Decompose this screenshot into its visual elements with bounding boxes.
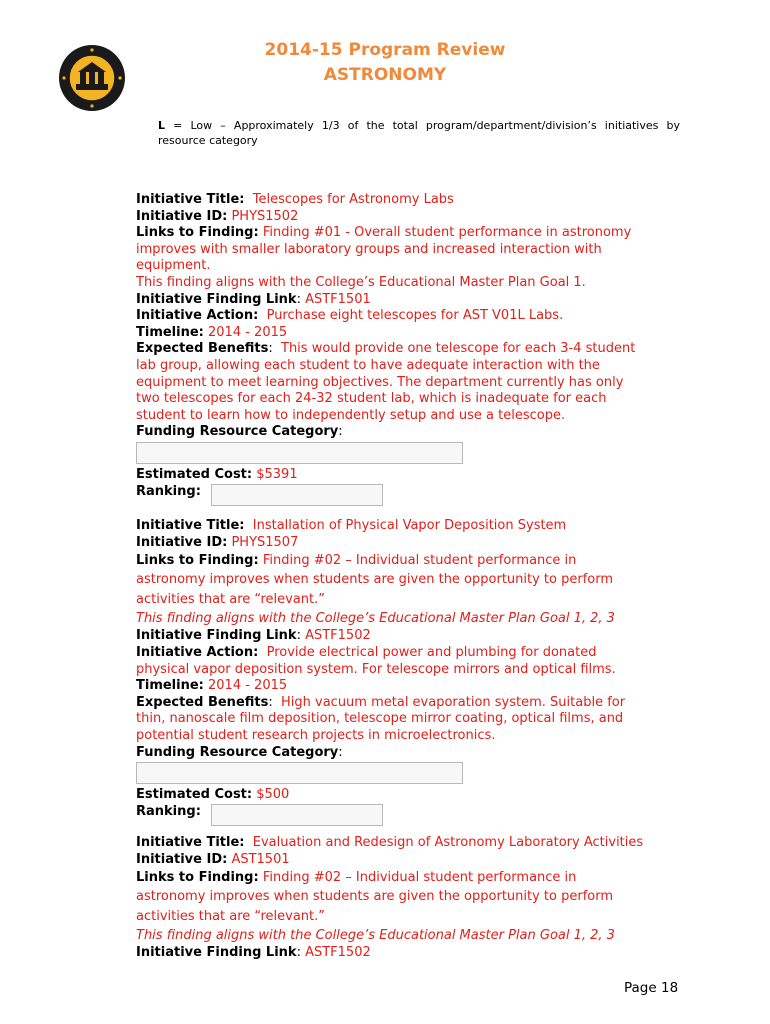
- legend-key: L: [158, 119, 166, 132]
- benefit-text-line: student to learn how to independently setup and use a telescope.: [136, 407, 566, 423]
- emp-alignment: This finding aligns with the College’s Educational Master Plan Goal 1, 2, 3: [136, 611, 615, 627]
- funding-category-input[interactable]: [136, 442, 463, 464]
- action-text-line: physical vapor deposition system. For telescope mirrors and optical films.: [136, 661, 616, 677]
- estimated-cost-line: Estimated Cost: $5391: [136, 466, 298, 482]
- estimated-cost-line: Estimated Cost: $500: [136, 787, 290, 803]
- ranking-input[interactable]: [211, 804, 383, 826]
- ranking-row: [136, 804, 696, 826]
- benefit-text-line: lab group, allowing each student to have adequate interaction with the: [136, 357, 600, 373]
- initiative-title-line: Initiative Title: Evaluation and Redesign of Astronomy Laboratory Activities: [136, 835, 644, 850]
- initiative-3: [136, 835, 696, 962]
- benefit-text-line: two telescopes for each 24-32 student lab, which is inadequate for each: [136, 391, 607, 407]
- initiative-id-line: Initiative ID: PHYS1502: [136, 208, 299, 224]
- expected-benefits-line: Expected Benefits: This would provide one telescope for each 3-4 student: [136, 341, 636, 357]
- funding-category-label: Funding Resource Category:: [136, 744, 343, 760]
- benefit-text-line: potential student research projects in microelectronics.: [136, 727, 496, 743]
- funding-category-input[interactable]: [136, 762, 463, 784]
- funding-category-label: Funding Resource Category:: [136, 424, 343, 440]
- initiative-action-line: Initiative Action: Provide electrical power and plumbing for donated: [136, 644, 597, 660]
- document-subtitle: ASTRONOMY: [323, 65, 447, 85]
- finding-text-line: activities that are “relevant.”: [136, 591, 325, 607]
- ranking-label: Ranking:: [136, 803, 201, 819]
- finding-text-line: equipment.: [136, 258, 211, 274]
- finding-text-line: astronomy improves when students are given the opportunity to perform: [136, 572, 614, 588]
- emp-alignment: This finding aligns with the College’s Educational Master Plan Goal 1.: [136, 274, 586, 290]
- links-to-finding-line: Links to Finding: Finding #02 – Individual student performance in: [136, 553, 577, 569]
- priority-legend: [158, 118, 680, 148]
- emp-alignment: This finding aligns with the College’s Educational Master Plan Goal 1, 2, 3: [136, 928, 615, 944]
- finding-link-line: Initiative Finding Link: ASTF1502: [136, 945, 371, 961]
- finding-text-line: improves with smaller laboratory groups and increased interaction with: [136, 241, 602, 257]
- benefit-text-line: equipment to meet learning objectives. The department currently has only: [136, 374, 624, 390]
- ranking-row: [136, 484, 696, 506]
- links-to-finding-line: Links to Finding: Finding #02 – Individual student performance in: [136, 870, 577, 886]
- initiative-title-line: Initiative Title: Telescopes for Astronomy Labs: [136, 192, 454, 207]
- finding-text-line: astronomy improves when students are given the opportunity to perform: [136, 889, 614, 905]
- initiative-id-line: Initiative ID: AST1501: [136, 851, 290, 867]
- finding-link-line: Initiative Finding Link: ASTF1502: [136, 628, 371, 644]
- benefit-text-line: thin, nanoscale film deposition, telescope mirror coating, optical films, and: [136, 711, 624, 727]
- initiative-id: PHYS1507: [231, 534, 299, 550]
- initiative-1: [136, 192, 696, 506]
- initiative-title: Evaluation and Redesign of Astronomy Laboratory Activities: [252, 835, 644, 850]
- document-title-block: [0, 38, 770, 88]
- initiative-2: [136, 518, 696, 826]
- initiative-title: Telescopes for Astronomy Labs: [252, 192, 454, 207]
- document-title: 2014-15 Program Review: [264, 40, 506, 60]
- initiative-id: AST1501: [231, 851, 290, 867]
- links-to-finding-line: Links to Finding: Finding #01 - Overall student performance in astronomy: [136, 225, 632, 241]
- page-number: Page 18: [624, 980, 679, 996]
- finding-text-line: activities that are “relevant.”: [136, 908, 325, 924]
- finding-link-line: Initiative Finding Link: ASTF1501: [136, 291, 371, 307]
- initiative-title: Installation of Physical Vapor Deposition System: [252, 518, 567, 533]
- timeline-line: Timeline: 2014 - 2015: [136, 678, 288, 694]
- expected-benefits-line: Expected Benefits: High vacuum metal evaporation system. Suitable for: [136, 694, 626, 710]
- initiative-action-line: Initiative Action: Purchase eight telescopes for AST V01L Labs.: [136, 308, 564, 324]
- ranking-input[interactable]: [211, 484, 383, 506]
- initiative-title-line: Initiative Title: Installation of Physical Vapor Deposition System: [136, 518, 567, 533]
- ranking-label: Ranking:: [136, 483, 201, 499]
- initiative-id: PHYS1502: [231, 208, 299, 224]
- initiative-id-line: Initiative ID: PHYS1507: [136, 534, 299, 550]
- timeline-line: Timeline: 2014 - 2015: [136, 324, 288, 340]
- legend-text: = Low – Approximately 1/3 of the total program/department/division’s initiatives by resource category: [158, 119, 680, 147]
